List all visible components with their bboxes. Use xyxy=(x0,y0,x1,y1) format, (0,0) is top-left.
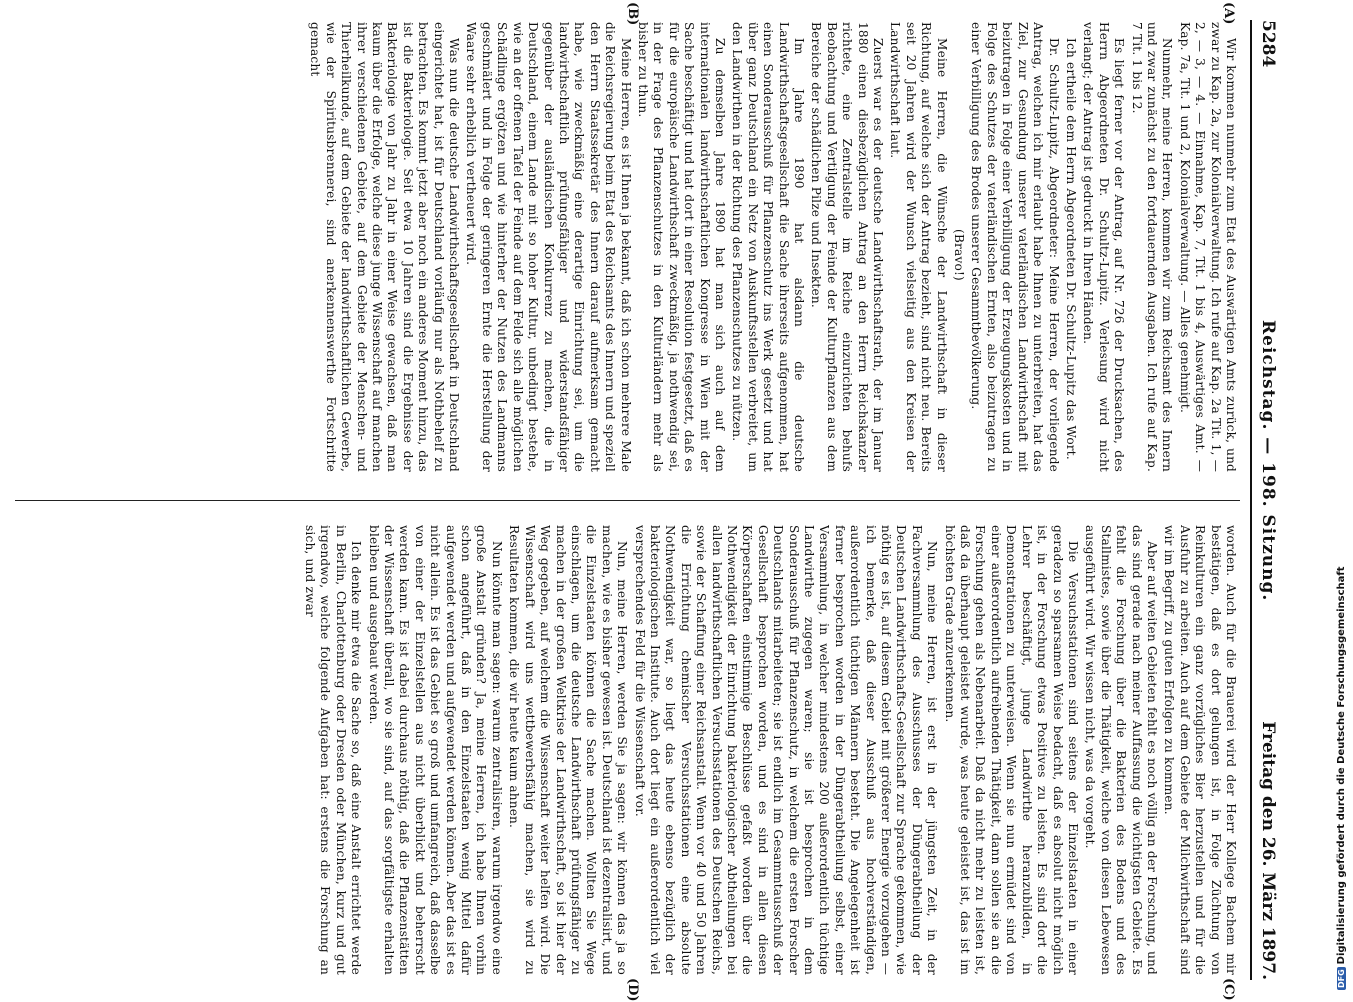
paragraph: Ich ertheile dem Herrn Abgeordneten Dr. Schultz-Lupitz das Wort. xyxy=(1063,38,1078,460)
margin-marker-b: (B) xyxy=(625,2,640,26)
funding-note: Digitalisierung gefördert durch die Deutsche Forschungsgemeinschaft xyxy=(1336,566,1347,965)
paragraph: Dr. Schultz-Lupitz, Abgeordneter: Meine Herren, der vorliegende Antrag, welchen ich mir erlaubt habe Ihnen zu unterbreiten, hat das Ziel, zur Gesundung unserer vaterländischen Landwirthschaft mit beizutragen in Folge einer Verbilligung der Erzeugungskosten und in Folge des Schutzes der vaterländischen Ernten, also beizutragen zu einer Verbilligung des Brodes unserer Gesammtbevölkerung. xyxy=(969,22,1061,472)
paragraph: Zu demselben Jahre 1890 hat man sich auch auf dem internationalen landwirthschaftlichen Kongresse in Wien mit der Sache beschäftigt und hat dort in einer Resolution festgesetzt, daß es für die europäische Landwirthschaft zweckmäßig, ja nothwendig sei, in der Frage des Pflanzenschutzes in den Kulturländern mehr als bisher zu thun. xyxy=(635,22,727,472)
paragraph: worden. Auch für die Brauerei wird der Herr Kollege Bachem mir bestätigen, daß es dort gelungen ist, in Folge Züchtung von Reinkulturen ein ganz vorzügliches Bier herzustellen und für die Ausfuhr zu arbeiten. Auch auf dem Gebiete der Milchwirthschaft sind wir im Begriff, zu guten Erfolgen zu kommen. xyxy=(1162,525,1238,975)
paragraph: Im Jahre 1890 hat alsdann die deutsche Landwirthschaftsgesellschaft die Sache ihrerseits aufgenommen, hat einen Sonderausschuß für Pflanzenschutz ins Werk gesetzt und hat über ganz Deutschland ein Netz von Auskunftsstellen verbreitet, um den Landwirthen in der Richtung des Pflanzenschutzes zu nützen. xyxy=(730,22,807,472)
footer-area xyxy=(1336,566,1347,1000)
paragraph: Ich denke mir etwa die Sache so, daß eine Anstalt errichtet werde in Berlin, Charlottenburg oder Dresden oder München, kurz und gut irgendwo, welche folgende Aufgaben hat: erstens die Forschung an sich, und zwar xyxy=(303,525,364,975)
right-column xyxy=(18,525,1238,975)
column-divider xyxy=(15,500,1240,501)
paragraph: Nun, meine Herren, werden Sie ja sagen: wir können das ja so machen, wie es bisher gewesen ist. Deutschland ist dezentralisirt, und die Einzelstaaten können die Sache machen. Wollten Sie Wege einschlagen, um die deutsche Landwirthschaft prüfungsfähiger zu machen in der großen Weltkrise der Landwirthschaft, so ist hier der Weg gegeben, auf welchem die Wissenschaft weiter helfen wird. Die Wissenschaft wird uns wettbewerbsfähig machen, sie wird zu Resultaten kommen, die wir heute kaum ahnen. xyxy=(507,525,630,975)
paragraph: Meine Herren, die Wünsche der Landwirthschaft in dieser Richtung, auf welche sich der Antrag bezieht, sind nicht neu. Bereits seit 20 Jahren wird der Wunsch vielseitig aus den Kreisen der Landwirthschaft laut. xyxy=(888,22,949,472)
paragraph: Wir kommen nunmehr zum Etat des Auswärtigen Amts zurück, und zwar zu Kap. 2a, zur Kolonialverwaltung. Ich rufe auf Kap. 2a Tit. 1, — 2, — 3, — 4. — Einnahme, Kap. 7, Tit. 1 bis 4, Auswärtiges Amt. — Kap. 7a, Tit. 1 und 2, Kolonialverwaltung. — Alles genehmigt. xyxy=(1177,22,1238,472)
margin-marker-d: (D) xyxy=(625,978,640,1002)
funding-footer xyxy=(1336,566,1347,990)
margin-marker-a: (A) xyxy=(1221,2,1236,25)
paragraph: Aber auf weiten Gebieten fehlt es noch völlig an der Forschung, und das sind gerade nach meiner Auffassung die wichtigsten Gebiete. Es fehlt die Forschung über die Bakterien des Bodens und des Stallmistes, sowie über die Thätigkeit, welche von diesen Lebewesen ausgeführt wird. Wir wissen nicht, was da vorgeht. xyxy=(1083,525,1159,975)
session-date: Freitag den 26. März 1897. xyxy=(1258,721,1278,980)
paragraph: Nunmehr, meine Herren, kommen wir zum Reichsamt des Innern und zwar zunächst zu den fortdauernden Ausgaben. Ich rufe auf Kap. 7 Tit. 1 bis 12. xyxy=(1129,22,1175,472)
paragraph: (Bravo!) xyxy=(952,229,967,281)
margin-marker-c: (C) xyxy=(1221,978,1236,1001)
page-number: 5284 xyxy=(1258,20,1278,68)
paragraph: Es liegt ferner vor der Antrag, auf Nr. 726 der Drucksachen, des Herrn Abgeordneten Dr. Schultz-Lupitz. Verlesung wird nicht verlangt; der Antrag ist gedruckt in Ihren Händen. xyxy=(1081,22,1127,472)
session-title: Reichstag. — 198. Sitzung. xyxy=(1258,320,1278,602)
left-column xyxy=(18,22,1238,472)
paragraph: Was nun die deutsche Landwirthschaftsgesellschaft in Deutschland eingerichtet hat, ist für Deutschland vorläufig nur als Nothbehelf zu betrachten. Es kommt jetzt aber noch ein anderes Moment hinzu, das ist die Bakteriologie. Seit etwa 10 Jahren sind die Ergebnisse der Bakteriologie von Jahr zu Jahr in einer Weise gewachsen, daß man kaum über die Erfolge, welche diese junge Wissenschaft auf manchen ihrer verschiedenen Gebiete, auf dem Gebiete der Menschen- und Thierheilkunde, auf dem Gebiete der landwirthschaftlichen Gewerbe, wie der Spiritusbrennerei, sind anerkennenswerthe Fortschritte gemacht xyxy=(308,22,462,472)
paragraph: Die Versuchsstationen sind seitens der Einzelstaaten in einer geradezu so sparsamen Weise bedacht, daß es absolut nicht möglich ist, in der Forschung etwas Positives zu leisten. Es sind dort die Lehrer beschäftigt, junge Landwirthe heranzubilden, in Demonstrationen zu unterweisen. Wenn sie nun ermüdet sind von einer außerordentlich aufreibenden Thätigkeit, dann sollen sie an die Forschung gehen als Nebenarbeit. Daß da nicht mehr zu leisten ist, daß da überhaupt geleistet wurde, was heute geleistet ist, das ist im höchsten Grade anzuerkennen. xyxy=(942,525,1080,975)
paragraph: Nun, meine Herren, ist erst in der jüngsten Zeit, in der Fachversammlung des Ausschusses der Düngerabtheilung der Deutschen Landwirthschafts-Gesellschaft zur Sprache gekommen, wie nöthig es ist, auf diesem Gebiet mit größerer Energie vorzugehen — ich bemerke, daß dieser Ausschuß aus hochverständigen, außerordentlich tüchtigen Männern besteht. Die Angelegenheit ist ferner besprochen worden in der Düngerabtheilung selbst, einer Versammlung, in welcher mindestens 200 außerordentlich tüchtige Landwirthe zugegen waren; sie ist besprochen in dem Sonderausschuß für Pflanzenschutz, in welchem die ersten Forscher Deutschlands mitarbeiteten; sie ist endlich im Gesammtausschuß der Gesellschaft besprochen worden, und es sind in allen diesen Körperschaften einstimmige Beschlüsse gefaßt worden über die Nothwendigkeit der Einrichtung bakteriologischer Abtheilungen bei allen landwirthschaftlichen Versuchsstationen des Deutschen Reichs, sowie der Schaffung einer Reichsanstalt. Wenn vor 40 und 50 Jahren die Errichtung chemischer Versuchsstationen eine absolute Nothwendigkeit war, so liegt das heute ebenso bezüglich der bakteriologischen Institute. Auch dort liegt ein außerordentlich viel versprechendes Feld für die Wissenschaft vor. xyxy=(632,525,940,975)
dfg-logo: DFG xyxy=(1337,969,1346,988)
paragraph: Meine Herren, es ist Ihnen ja bekannt, daß ich schon mehrere Male die Reichsregierung beim Etat des Reichsamts des Innern und speziell den Herrn Staatssekretär des Innern darauf aufmerksam gemacht habe, wie zweckmäßig eine derartige Einrichtung sei, um die landwirthschaftlich prüfungsfähiger und widerstandsfähiger gegenüber der ausländischen Konkurrenz zu machen, die in Deutschland, einem Lande mit so hoher Kultur, unbedingt bestehe, wie an der offenen Tafel der Feinde auf dem Felde sich alle möglichen Schädlinge ergötzen und wie hinterher der Nutzen des Landmanns geschmälert und in Folge der geringeren Ernte die Herstellung der Waare sehr erheblich vertheuert wird. xyxy=(464,22,633,472)
page-header xyxy=(1250,20,1278,980)
paragraph: Nun könnte man sagen: warum zentralisiren, warum irgendwo eine große Anstalt gründen? Ja, meine Herren, ich habe Ihnen vorhin schon angeführt, daß in den Einzelstaaten wenig Mittel dafür aufgewendet werden und aufgewendet werden können. Aber das ist es nicht allein. Es ist das Gebiet so groß und umfangreich, daß dasselbe von einer der Einzelstellen aus nicht überblickt und beherrscht werden kann. Es ist dabei durchaus nöthig, daß die Pflanzenstätten der Wissenschaft überall, wo sie sind, auf das sorgfältigste erhalten bleiben und ausgebaut werden. xyxy=(366,525,504,975)
paragraph: Zuerst war es der deutsche Landwirthschaftsrath, der im Januar 1880 einen diesbezüglichen Antrag an den Herrn Reichskanzler richtete, eine Zentralstelle im Reiche einzurichten behufs Beobachtung und Vertilgung der Feinde der Kulturpflanzen aus dem Bereiche der schädlichen Pilze und Insekten. xyxy=(809,22,886,472)
